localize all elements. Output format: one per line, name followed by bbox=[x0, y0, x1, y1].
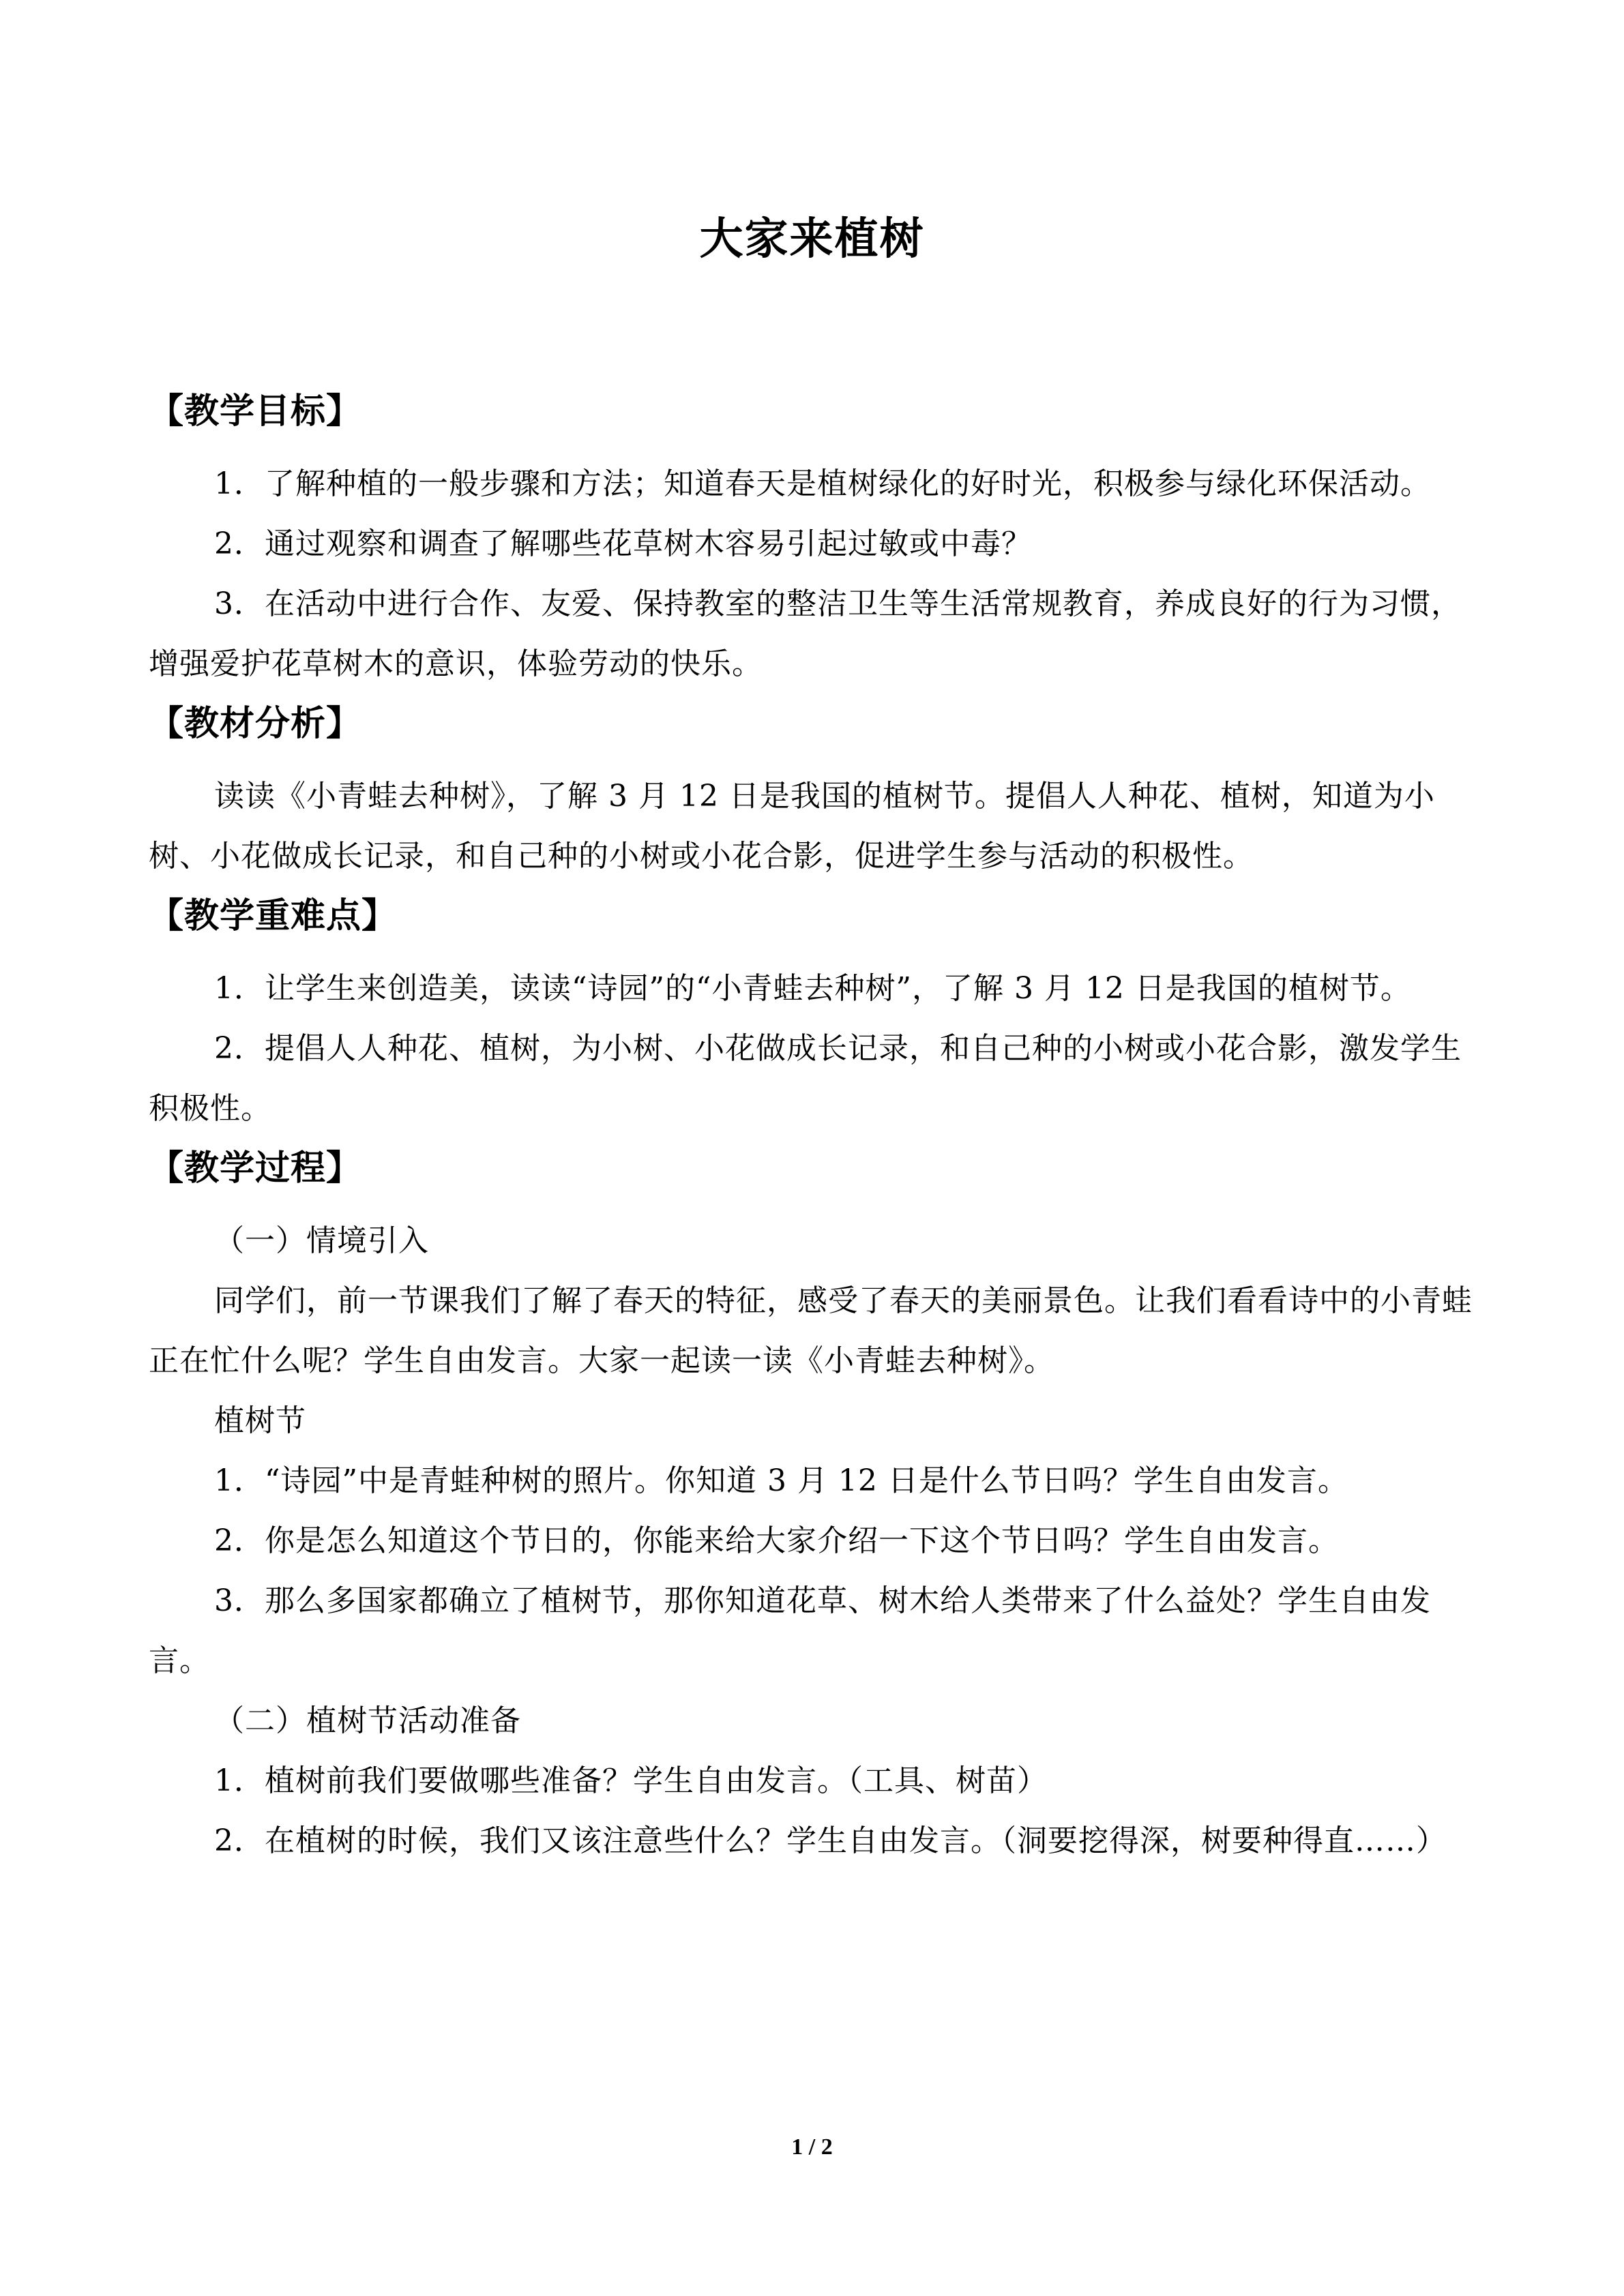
section-heading: 【教材分析】 bbox=[149, 704, 362, 744]
spacer bbox=[149, 1199, 1475, 1211]
section-heading: 【教学重难点】 bbox=[149, 896, 398, 936]
paragraph: 植树节 bbox=[214, 1403, 306, 1438]
section-teaching-goals bbox=[149, 382, 1475, 694]
paragraph: 3．在活动中进行合作、友爱、保持教室的整洁卫生等生活常规教育，养成良好的行为习惯，增强爱护花草树木的意识，体验劳动的快乐。 bbox=[149, 586, 1462, 681]
paragraph: 3．那么多国家都确立了植树节，那你知道花草、树木给人类带来了什么益处？学生自由发言。 bbox=[149, 1583, 1431, 1678]
paragraph: 2．你是怎么知道这个节日的，你能来给大家介绍一下这个节日吗？学生自由发言。 bbox=[214, 1523, 1339, 1558]
section-heading: 【教学过程】 bbox=[149, 1148, 362, 1189]
paragraph: （一）情境引入 bbox=[214, 1223, 429, 1258]
paragraph: 2．通过观察和调查了解哪些花草树木容易引起过敏或中毒？ bbox=[214, 526, 1032, 561]
paragraph: 2．提倡人人种花、植树，为小树、小花做成长记录，和自己种的小树或小花合影，激发学生积极性。 bbox=[149, 1031, 1462, 1126]
paragraph: 2．在植树的时候，我们又该注意些什么？学生自由发言。（洞要挖得深，树要种得直……） bbox=[214, 1823, 1447, 1858]
section-key-points bbox=[149, 886, 1475, 1139]
section-teaching-process bbox=[149, 1139, 1475, 1871]
paragraph: 1．植树前我们要做哪些准备？学生自由发言。（工具、树苗） bbox=[214, 1763, 1048, 1798]
section-heading: 【教学目标】 bbox=[149, 391, 362, 432]
page-number: 1 / 2 bbox=[791, 2134, 833, 2160]
document-title: 大家来植树 bbox=[699, 214, 925, 265]
section-material-analysis bbox=[149, 694, 1475, 886]
paragraph: 1．“诗园”中是青蛙种树的照片。你知道 3 月 12 日是什么节日吗？学生自由发言。 bbox=[214, 1463, 1348, 1498]
paragraph: 1．了解种植的一般步骤和方法；知道春天是植树绿化的好时光，积极参与绿化环保活动。 bbox=[214, 466, 1431, 501]
paragraph: 1．让学生来创造美，读读“诗园”的“小青蛙去种树”，了解 3 月 12 日是我国的植树节。 bbox=[214, 971, 1411, 1006]
paragraph: 读读《小青蛙去种树》，了解 3 月 12 日是我国的植树节。提倡人人种花、植树，知道为小树、小花做成长记录，和自己种的小树或小花合影，促进学生参与活动的积极性。 bbox=[149, 779, 1435, 874]
spacer bbox=[149, 754, 1475, 766]
paragraph: 同学们，前一节课我们了解了春天的特征，感受了春天的美丽景色。让我们看看诗中的小青蛙正在忙什么呢？学生自由发言。大家一起读一读《小青蛙去种树》。 bbox=[149, 1283, 1473, 1378]
document-body bbox=[149, 382, 1475, 1871]
paragraph: （二）植树节活动准备 bbox=[214, 1703, 521, 1738]
spacer bbox=[149, 946, 1475, 959]
spacer bbox=[149, 442, 1475, 454]
